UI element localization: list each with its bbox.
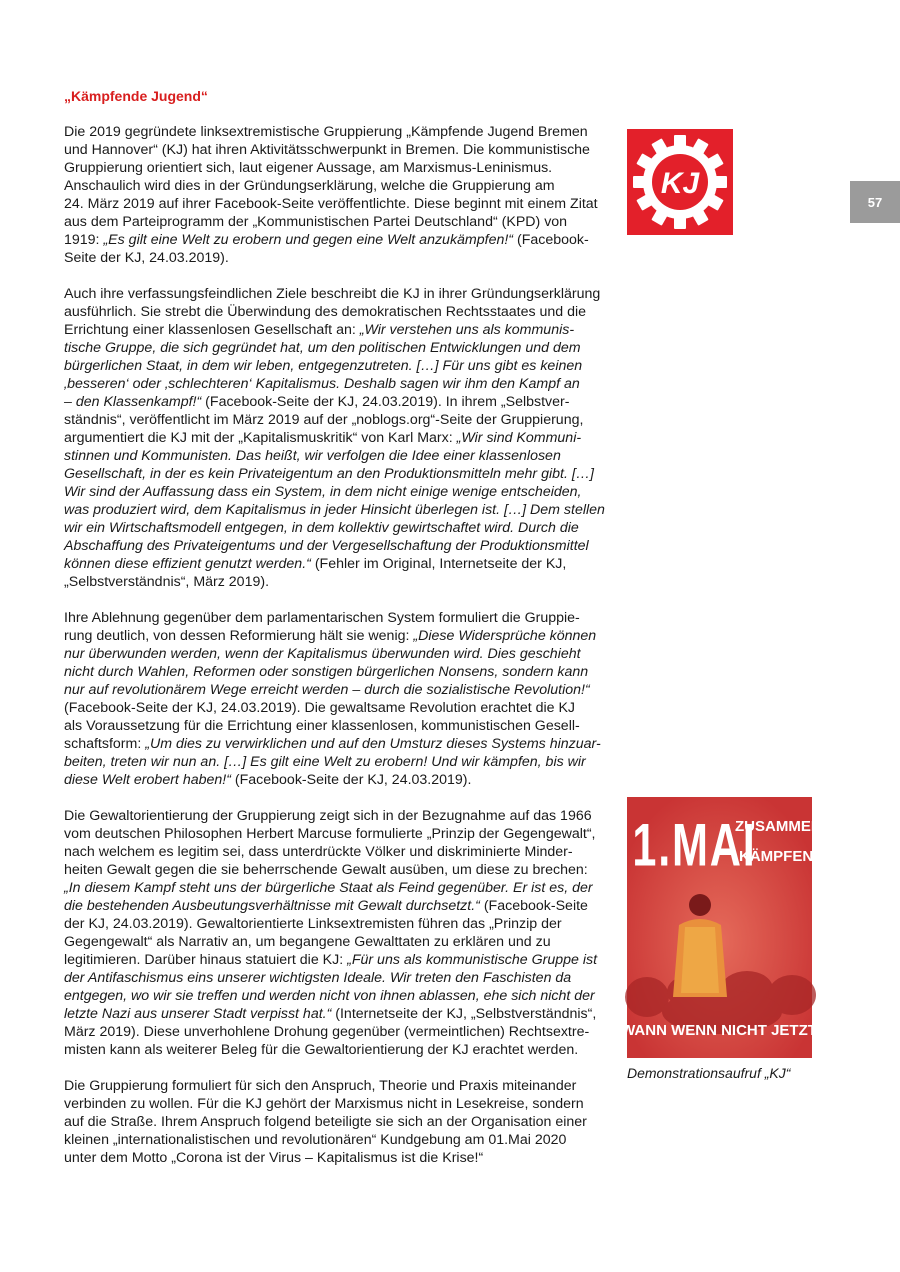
paragraph: [64, 285, 612, 591]
kj-logo-image: [627, 129, 733, 235]
page-number-tab: 57: [850, 181, 900, 223]
quote-text: „Wir sind Kommuni- stinnen und Kommunisten. Das heißt, wir verfolgen die Idee einer klassenlosen Gesellschaft, in der es kein Privateigentum an den Produktionsmitteln mehr gibt. […] Wir sind der Auffassung dass ein System, in dem nicht einige wenige entscheiden, was produziert wird, dem Kapitalismus in jeder Hinsicht überlegen ist. […] Dem stellen wir ein Wirtschaftsmodell entgegen, in dem kollektiv gewirtschaftet wird. Durch die Abschaffung des Privateigentums und der Vergesellschaftung der Produktionsmittel können diese effizient genutzt werden.“: [64, 430, 605, 572]
paragraph-text: Ihre Ablehnung gegenüber dem parlamentarischen System formuliert die Gruppie- rung deutlich, von dessen Reformierung hält sie wenig:: [64, 610, 580, 644]
section-heading: „Kämpfende Jugend“: [64, 88, 208, 104]
body-text: [64, 123, 612, 1185]
paragraph-text: (Facebook-Seite der KJ, 24.03.2019). In ihrem „Selbstver- ständnis“, veröffentlicht im März 2019 auf der „noblogs.org“-Seite der Gruppierung, argumentiert die KJ mit der „Kapitalismuskritik“ von Karl Marx:: [64, 394, 584, 446]
paragraph: [64, 609, 612, 789]
logo-text: KJ: [660, 167, 700, 200]
quote-text: „Wir verstehen uns als kommunis- tische Gruppe, die sich gegründet hat, um den politischen Entwicklungen und dem bürgerlichen Staat, in dem wir leben, entgegenzutreten. […] Für uns gibt es keinen ‚besseren‘ oder ‚schlechteren‘ Kapitalismus. Deshalb sagen wir ihm den Kampf an – den Klassenkampf!“: [64, 322, 583, 410]
demonstration-poster-image: [621, 797, 822, 1058]
quote-text: „Diese Widersprüche können nur überwunden werden, wenn der Kapitalismus überwunden wird. Dies geschieht nicht durch Wahlen, Reformen oder sonstigen bürgerlichen Nonsens, sondern kann nur auf revolutionärem Wege erreicht werden – durch die sozialistische Revolution!“: [64, 628, 597, 698]
quote-text: „Es gilt eine Welt zu erobern und gegen eine Welt anzukämpfen!“: [103, 232, 514, 248]
quote-text: „In diesem Kampf steht uns der bürgerliche Staat als Feind gegenüber. Er ist es, der die bestehenden Ausbeutungsverhältnisse mit Gewalt durchsetzt.“: [64, 880, 593, 914]
paragraph: [64, 807, 612, 1059]
paragraph-text: (Facebook- Seite der KJ, 24.03.2019).: [64, 232, 589, 266]
paragraph-text: Die Gewaltorientierung der Gruppierung zeigt sich in der Bezugnahme auf das 1966 vom deutschen Philosophen Herbert Marcuse formulierte „Prinzip der Gegengewalt“, nach welchem es legitim sei, dass unterdrückte Völker und diskriminierte Minder- heiten Gewalt gegen die sie beherrschende Gewalt ausüben, um diese zu brechen:: [64, 808, 596, 878]
paragraph-text: (Facebook-Seite der KJ, 24.03.2019).: [230, 772, 472, 788]
poster-slogan: WANN WENN NICHT JETZT: [621, 1022, 817, 1039]
paragraph-text: Die Gruppierung formuliert für sich den Anspruch, Theorie und Praxis miteinander verbinden zu wollen. Für die KJ gehört der Marxismus nicht in Lesekreise, sondern auf die Straße. Ihrem Anspruch folgend beteiligte sie sich an der Organisation einer kleinen „internationalistischen und revolutionären“ Kundgebung am 01.Mai 2020 unter dem Motto „Corona ist der Virus – Kapitalismus ist die Krise!“: [64, 1078, 587, 1166]
paragraph: [64, 1077, 612, 1167]
quote-text: „Für uns als kommunistische Gruppe ist der Antifaschismus eins unserer wichtigsten Ideale. Wir treten den Faschisten da entgegen, wo wir sie treffen und werden nicht von ihnen ablassen, ehe sich nicht der letzte Nazi aus unserer Stadt verpisst hat.“: [64, 952, 598, 1022]
paragraph-text: Auch ihre verfassungsfeindlichen Ziele beschreibt die KJ in ihrer Gründungserklärung ausführlich. Sie strebt die Überwindung des demokratischen Rechtsstaates und die Errichtung einer klassenlosen Gesellschaft an:: [64, 286, 601, 338]
paragraph-text: Die 2019 gegründete linksextremistische Gruppierung „Kämpfende Jugend Bremen und Hannover“ (KJ) hat ihren Aktivitätsschwerpunkt in Bremen. Die kommunistische Gruppierung orientiert sich, laut eigener Aussage, am Marxismus-Leninismus. Anschaulich wird dies in der Gründungserklärung, welche die Gruppierung am 24. März 2019 auf ihrer Facebook-Seite veröffentlichte. Diese beginnt mit einem Zitat aus dem Parteiprogramm der „Kommunistischen Partei Deutschland“ (KPD) von 1919:: [64, 124, 598, 248]
poster-title: 1.MAI: [632, 812, 757, 880]
paragraph-text: (Facebook-Seite der KJ, 24.03.2019). Gewaltorientierte Linksextremisten führen das „Prinzip der Gegengewalt“ als Narrativ an, um begangene Gewalttaten zu erklären und zu legitimieren. Darüber hinaus statuiert die KJ:: [64, 898, 588, 968]
poster-subtitle-1: ZUSAMMEN: [735, 818, 822, 835]
gear-logo-icon: [627, 129, 733, 235]
paragraph-text: (Internetseite der KJ, „Selbstverständnis“, März 2019). Diese unverhohlene Drohung gegenüber (vermeintlichen) Rechtsextre- misten kann als weiterer Beleg für die Gewaltorientierung der KJ erachtet werden.: [64, 1006, 597, 1058]
quote-text: „Um dies zu verwirklichen und auf den Umsturz dieses Systems hinzuar- beiten, treten wir nun an. […] Es gilt eine Welt zu erobern! Und wir kämpfen, bis wir diese Welt erobert haben!“: [64, 736, 601, 788]
paragraph: [64, 123, 612, 267]
poster-caption: Demonstrationsaufruf „KJ“: [627, 1065, 791, 1081]
paragraph-text: (Facebook-Seite der KJ, 24.03.2019). Die gewaltsame Revolution erachtet die KJ als Voraussetzung für die Errichtung einer klassenlosen, kommunistischen Gesell- schaftsform:: [64, 700, 580, 752]
poster-subtitle-2: KÄMPFEN: [739, 848, 814, 865]
paragraph-text: (Fehler im Original, Internetseite der KJ, „Selbstverständnis“, März 2019).: [64, 556, 567, 590]
